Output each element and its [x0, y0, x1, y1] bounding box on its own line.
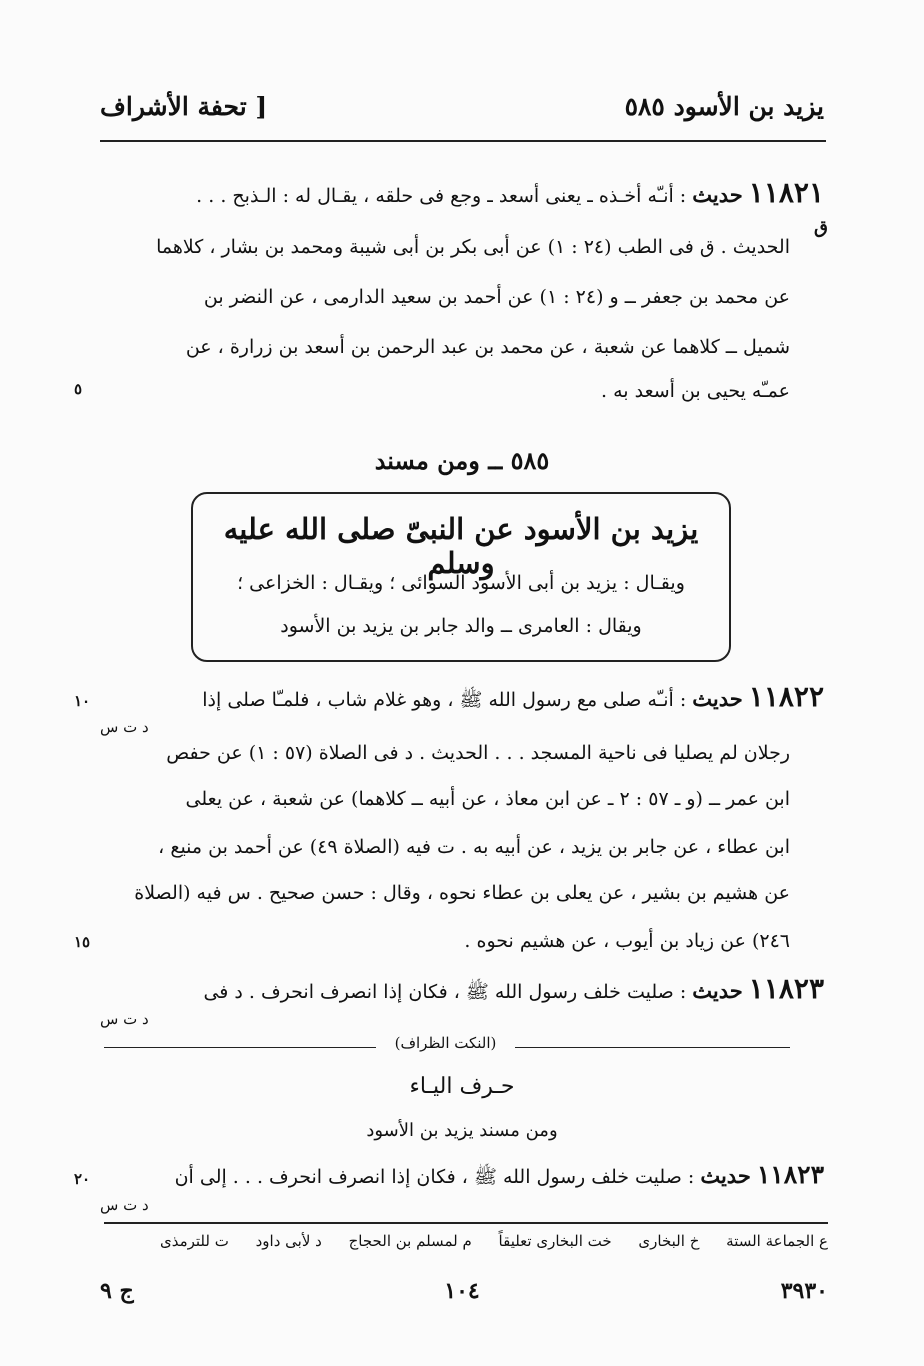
siglum-abu-dawud: د لأبى داود: [255, 1232, 322, 1250]
footer-rule: [104, 1222, 828, 1224]
harf-heading: حـرف اليـاء: [409, 1074, 515, 1099]
page-number-right: ٣٩٣٠: [780, 1278, 828, 1304]
nukat-rule-left: [104, 1047, 376, 1048]
hadith-11821-line-1: [124, 176, 824, 209]
margin-siglum: د ت س: [100, 718, 149, 736]
musnad-title: يزيد بن الأسود عن النبىّ صلى الله عليه وسلم: [223, 512, 699, 580]
hadith-text: : أنـّه صلى مع رسول الله ﷺ ، وهو غلام شاب ، فلمـّا صلى إذا: [202, 689, 687, 711]
line-number: ٢٠: [74, 1170, 91, 1188]
margin-siglum: د ت س: [100, 1196, 149, 1214]
line-number: ٥: [74, 380, 83, 398]
hadith-11822-line-2: رجلان لم يصليا فى ناحية المسجد . . . الحديث . د فى الصلاة (٥٧ : ١) عن حفص: [166, 742, 790, 764]
hadith-11823-nukat-line: [124, 1162, 824, 1190]
hadith-number: ١١٨٢٣: [748, 972, 824, 1005]
hadith-text: : صليت خلف رسول الله ﷺ ، فكان إذا انصرف انحرف . د فى: [203, 981, 687, 1003]
hadith-number: ١١٨٢٣: [756, 1160, 824, 1189]
hadith-11821-line-5: عمـّه يحيى بن أسعد به .: [601, 380, 790, 402]
hadith-11822-line-3: ابن عمر ــ (و ـ ٥٧ : ٢ ـ عن ابن معاذ ، عن أبيه ــ كلاهما) عن شعبة ، عن يعلى: [185, 788, 790, 810]
nukat-label: (النكت الظراف): [394, 1034, 497, 1052]
hadith-label: حديث: [700, 1163, 751, 1188]
page-number-center: ١٠٤: [444, 1278, 480, 1304]
line-number: ١٠: [74, 692, 91, 710]
musnad-alias-2: ويقال : العامرى ــ والد جابر بن يزيد بن الأسود: [280, 615, 642, 637]
hadith-11822-line-4: ابن عطاء ، عن جابر بن يزيد ، عن أبيه به . ت فيه (الصلاة ٤٩) عن أحمد بن منيع ،: [158, 836, 790, 858]
hadith-label: حديث: [692, 978, 743, 1003]
musnad-subheading: ومن مسند يزيد بن الأسود: [366, 1120, 558, 1141]
margin-siglum: ق: [814, 217, 828, 238]
hadith-11822-line-5: عن هشيم بن بشير ، عن يعلى بن عطاء نحوه ، وقال : حسن صحيح . س فيه (الصلاة: [134, 882, 790, 904]
siglum-tirmidhi: ت للترمذى: [159, 1232, 229, 1250]
hadith-text: : أنـّه أخـذه ـ يعنى أسعد ـ وجع فى حلقه ، يقـال له : الـذبح . . .: [196, 185, 687, 207]
hadith-11821-line-3: عن محمد بن جعفر ــ و (٢٤ : ١) عن أحمد بن سعيد الدارمى ، عن النضر بن: [203, 286, 790, 308]
siglum-bukhari-taliq: خت البخارى تعليقاً: [498, 1232, 612, 1250]
siglum-bukhari: خ البخارى: [638, 1232, 700, 1250]
hadith-number: ١١٨٢١: [748, 176, 824, 209]
siglum-jamaa: ع الجماعة الستة: [726, 1232, 828, 1250]
hadith-11822-line-1: [124, 680, 824, 713]
hadith-number: ١١٨٢٢: [748, 680, 824, 713]
running-head-left: [ تحفة الأشراف: [100, 92, 268, 121]
line-number: ١٥: [74, 933, 91, 951]
hadith-11822-line-6: ٢٤٦) عن زياد بن أيوب ، عن هشيم نحوه .: [464, 930, 790, 952]
hadith-11821-line-4: شميل ــ كلاهما عن شعبة ، عن محمد بن عبد الرحمن بن أسعد بن زرارة ، عن: [185, 336, 790, 358]
header-rule: [100, 140, 826, 142]
hadith-11821-line-2: الحديث . ق فى الطب (٢٤ : ١) عن أبى بكر بن أبى شيبة ومحمد بن بشار ، كلاهما: [156, 236, 790, 258]
sigla-legend: [104, 1232, 828, 1250]
margin-siglum: د ت س: [100, 1010, 149, 1028]
siglum-muslim: م لمسلم بن الحجاج: [348, 1232, 472, 1250]
hadith-label: حديث: [692, 182, 743, 207]
hadith-text: : صليت خلف رسول الله ﷺ ، فكان إذا انصرف انحرف . . . إلى أن: [174, 1166, 695, 1188]
nukat-rule-right: [515, 1047, 790, 1048]
running-head-right: يزيد بن الأسود ٥٨٥: [624, 92, 824, 121]
section-heading: ٥٨٥ ــ ومن مسند: [374, 446, 550, 475]
volume-number: ج ٩: [100, 1278, 134, 1304]
musnad-alias-1: ويقـال : يزيد بن أبى الأسود السوائى ؛ ويقـال : الخزاعى ؛: [237, 572, 685, 594]
hadith-label: حديث: [692, 686, 743, 711]
hadith-11823-line-1: [124, 972, 824, 1005]
